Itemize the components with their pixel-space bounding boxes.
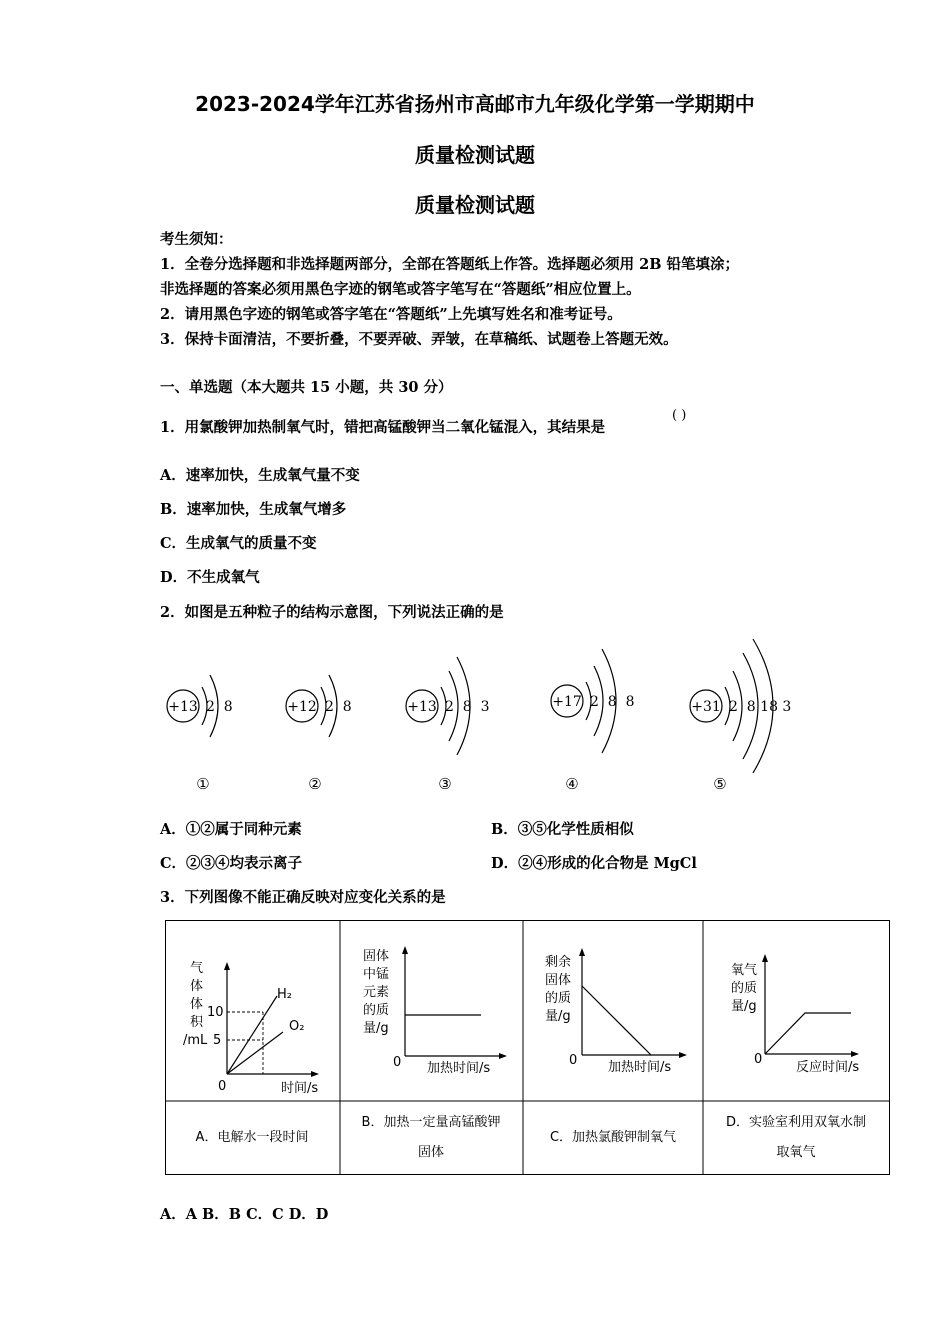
title-line3: 质量检测试题 xyxy=(415,193,535,217)
notice-line: 3．保持卡面清洁，不要折叠，不要弄破、弄皱，在草稿纸、试题卷上答题无效。 xyxy=(160,331,678,348)
caption-d-line2: 取氧气 xyxy=(776,1145,816,1160)
h2-line xyxy=(227,996,277,1074)
caption-a: A．电解水一段时间 xyxy=(195,1130,309,1145)
particle-2 xyxy=(286,675,352,793)
q1-stem: 1．用氯酸钾加热制氧气时，错把高锰酸钾当二氧化锰混入，其结果是 xyxy=(160,419,606,436)
particle-1-nucleus: +13 xyxy=(168,699,198,715)
svg-text:元素: 元素 xyxy=(363,985,390,1000)
q1-option-c: C．生成氧气的质量不变 xyxy=(160,535,317,552)
q1-paren: ( ) xyxy=(672,408,687,423)
svg-text:的质: 的质 xyxy=(731,981,758,996)
particle-2-shells: 2 8 xyxy=(325,699,352,715)
caption-c: C．加热氯酸钾制氧气 xyxy=(549,1130,677,1145)
particle-5-shells: 2 8 18 3 xyxy=(729,699,792,715)
particle-5-nucleus: +31 xyxy=(691,699,721,715)
particle-1-label: ① xyxy=(196,775,210,793)
q2-option-d: D．②④形成的化合物是 MgCl xyxy=(491,855,697,872)
particle-1 xyxy=(167,675,233,793)
title-line2: 质量检测试题 xyxy=(415,143,535,167)
svg-text:量/g: 量/g xyxy=(363,1021,389,1036)
caption-b-line2: 固体 xyxy=(417,1145,445,1160)
graph-a-origin: 0 xyxy=(218,1079,227,1094)
q3-answer-options: A．A B．B C．C D．D xyxy=(160,1206,329,1223)
graph-d xyxy=(731,954,859,1075)
graph-a-tick-10: 10 xyxy=(207,1005,224,1020)
notice-line: 1．全卷分选择题和非选择题两部分，全部在答题纸上作答。选择题必须用 2B 铅笔填涂； xyxy=(160,256,740,273)
particle-3-shells: 2 8 3 xyxy=(445,699,490,715)
graph-a-xlabel: 时间/s xyxy=(281,1081,319,1096)
graph-a-series-o2: O₂ xyxy=(289,1019,305,1034)
q1-option-a: A．速率加快，生成氧气量不变 xyxy=(160,467,360,484)
particle-2-nucleus: +12 xyxy=(287,699,317,715)
particle-4-shells: 2 8 8 xyxy=(590,694,635,710)
graph-a-series-h2: H₂ xyxy=(277,987,292,1002)
graph-c-origin: 0 xyxy=(569,1053,578,1068)
svg-text:/mL: /mL xyxy=(183,1033,208,1048)
q1-option-d: D．不生成氧气 xyxy=(160,569,260,586)
particle-3-label: ③ xyxy=(438,775,452,793)
q2-option-a: A．①②属于同种元素 xyxy=(160,821,302,838)
notice-line: 2．请用黑色字迹的钢笔或答字笔在“答题纸”上先填写姓名和准考证号。 xyxy=(160,306,622,323)
particle-4 xyxy=(551,649,635,793)
particle-3 xyxy=(406,657,490,793)
title-line1: 2023-2024学年江苏省扬州市高邮市九年级化学第一学期期中 xyxy=(195,92,755,116)
q2-stem: 2．如图是五种粒子的结构示意图，下列说法正确的是 xyxy=(160,604,504,621)
notice-heading: 考生须知： xyxy=(160,231,233,248)
graph-b-ylabel: 固体 xyxy=(363,949,390,964)
graph-c xyxy=(545,948,687,1075)
particle-3-nucleus: +13 xyxy=(407,699,437,715)
svg-text:固体: 固体 xyxy=(545,973,572,988)
particle-2-label: ② xyxy=(308,775,322,793)
caption-d-line1: D．实验室利用双氧水制 xyxy=(725,1115,867,1130)
particle-4-label: ④ xyxy=(565,775,579,793)
graph-d-line xyxy=(765,1013,851,1054)
svg-text:体: 体 xyxy=(190,997,204,1012)
caption-b-line1: B．加热一定量高锰酸钾 xyxy=(361,1115,501,1130)
particle-1-shells: 2 8 xyxy=(206,699,233,715)
svg-text:的质: 的质 xyxy=(545,991,572,1006)
graph-b-origin: 0 xyxy=(393,1055,402,1070)
q3-graph-table xyxy=(165,920,891,1176)
graph-d-xlabel: 反应时间/s xyxy=(796,1060,860,1075)
particle-4-nucleus: +17 xyxy=(552,694,582,710)
graph-c-line xyxy=(582,986,651,1055)
o2-line xyxy=(227,1032,283,1074)
graph-c-xlabel: 加热时间/s xyxy=(608,1060,672,1075)
graph-b xyxy=(363,946,507,1076)
q3-stem: 3．下列图像不能正确反映对应变化关系的是 xyxy=(160,889,446,906)
svg-text:量/g: 量/g xyxy=(731,999,757,1014)
section-heading: 一、单选题（本大题共 15 小题，共 30 分） xyxy=(160,379,453,396)
graph-a-ylabel: 气 xyxy=(190,961,204,976)
svg-text:的质: 的质 xyxy=(363,1003,390,1018)
particle-5 xyxy=(690,639,791,793)
graph-c-ylabel: 剩余 xyxy=(545,955,572,970)
particle-5-label: ⑤ xyxy=(713,775,727,793)
svg-text:体: 体 xyxy=(190,979,204,994)
particle-diagrams xyxy=(150,635,810,805)
svg-text:量/g: 量/g xyxy=(545,1009,571,1024)
graph-d-ylabel: 氧气 xyxy=(731,963,758,978)
graph-d-origin: 0 xyxy=(754,1052,763,1067)
svg-text:积: 积 xyxy=(190,1015,204,1030)
notice-line: 非选择题的答案必须用黑色字迹的钢笔或答字笔写在“答题纸”相应位置上。 xyxy=(160,281,641,298)
graph-b-xlabel: 加热时间/s xyxy=(427,1061,491,1076)
q1-option-b: B．速率加快，生成氧气增多 xyxy=(160,501,347,518)
q2-option-c: C．②③④均表示离子 xyxy=(160,855,303,872)
graph-a-tick-5: 5 xyxy=(213,1033,222,1048)
graph-a xyxy=(183,961,319,1096)
svg-text:中锰: 中锰 xyxy=(363,967,390,982)
q2-option-b: B．③⑤化学性质相似 xyxy=(491,821,634,838)
